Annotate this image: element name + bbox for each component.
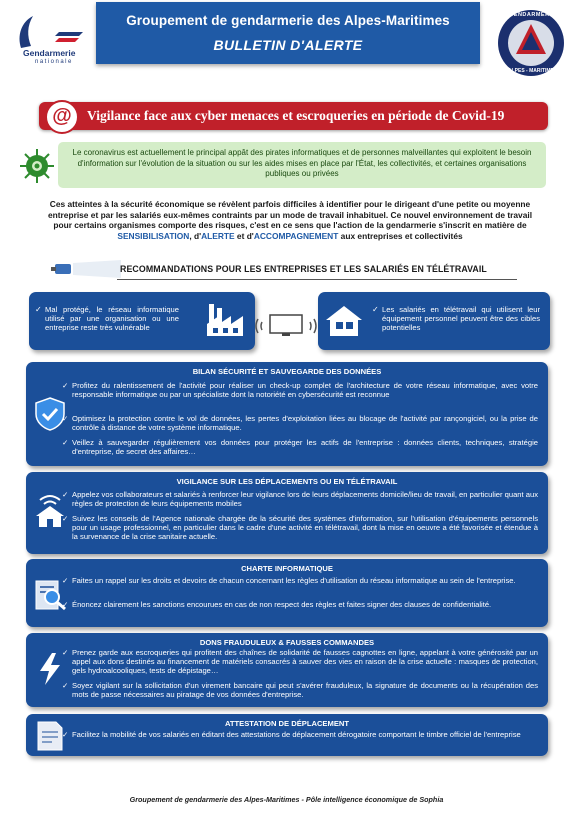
badge-top-text: GENDARMERIE [509, 12, 556, 18]
item-text: Profitez du ralentissement de l'activité pour réaliser un check-up complet de l'architecture de votre réseau informatique, avec votre responsable informatique ou par un spécialiste dont la notoriété en cybersécurité est reconnue [72, 381, 538, 400]
logo-sub-text: nationale [35, 59, 73, 65]
network-vulnerability-text: Mal protégé, le réseau informatique utilisé par une organisation ou une entreprise reste très vulnérable [45, 305, 179, 333]
computer-wifi-icon [254, 313, 320, 339]
intro-highlight-accompagnement: ACCOMPAGNEMENT [253, 230, 339, 241]
check-icon: ✓ [35, 305, 42, 314]
list-item [62, 381, 538, 400]
item-text: Soyez vigilant sur la sollicitation d'un virement bancaire qui peut s'avérer frauduleux, la signature de documents ou la récupération des mots de passe nécessaires au piratage de vos données d'entreprise. [72, 681, 538, 700]
check-icon: ✓ [62, 730, 69, 739]
intro-text-1: Ces atteintes à la sécurité économique se révèlent parfois difficiles à identifier pour le dirigeant d'une petite ou moyenne entreprise et par les salariés eux-mêmes contraints par un mode de travail inhabituel. Ce nouvel environnement de travail pour certains organismes comporte des risques, c'est en ce sens que l'action de la gendarmerie s'inscrit en matière de [47, 199, 533, 230]
check-icon: ✓ [62, 490, 69, 499]
check-icon: ✓ [62, 438, 69, 447]
check-icon: ✓ [62, 514, 69, 523]
house-icon [324, 304, 364, 338]
item-text: Optimisez la protection contre le vol de données, les pertes d'exploitation liées au blocage de l'activité par rançongiciel, ou la prise de contrôle à distance de votre système informatique. [72, 414, 538, 433]
list-item [62, 490, 538, 509]
item-text: Énoncez clairement les sanctions encourues en cas de non respect des règles et faites signer des clauses de confidentialité. [72, 600, 492, 609]
org-title: Groupement de gendarmerie des Alpes-Maritimes [126, 13, 450, 28]
section-title: ATTESTATION DE DÉPLACEMENT [224, 719, 350, 728]
item-text: Veillez à sauvegarder régulièrement vos données pour protéger les actifs de l'entreprise : données clients, techniques, stratégie d'entreprise, de secret des affaires… [72, 438, 538, 457]
section-charte-informatique [26, 559, 548, 627]
network-vulnerability-box [29, 292, 255, 350]
remote-workers-box [318, 292, 550, 350]
item-text: Facilitez la mobilité de vos salariés en éditant des attestations de déplacement dérogatoire comportant le timbre officiel de l'entreprise [72, 730, 521, 739]
section-title: DONS FRAUDULEUX & FAUSSES COMMANDES [199, 638, 375, 647]
virus-icon [18, 147, 56, 185]
at-sign-icon: @ [45, 100, 79, 134]
list-item [62, 576, 538, 585]
section-attestation-deplacement [26, 714, 548, 756]
intro-highlight-sensibilisation: SENSIBILISATION [117, 230, 190, 241]
section-dons-frauduleux [26, 633, 548, 707]
header-banner [96, 2, 480, 64]
item-text: Faites un rappel sur les droits et devoirs de chacun concernant les règles d'utilisation du réseau informatique au sein de l'entreprise. [72, 576, 516, 585]
tricolor-flame-icon [9, 12, 95, 52]
section-title: VIGILANCE SUR LES DÉPLACEMENTS OU EN TÉLÉTRAVAIL [176, 477, 398, 486]
list-item [62, 438, 538, 457]
check-icon: ✓ [62, 648, 69, 657]
check-icon: ✓ [62, 600, 69, 609]
surveillance-camera-icon [51, 258, 121, 280]
intro-sep-2: et d' [234, 230, 254, 241]
alert-title-bar [39, 102, 548, 130]
list-item [62, 414, 538, 433]
item-text: Prenez garde aux escroqueries qui profitent des chaînes de solidarité de fausses cagnottes en ligne, appelant à votre générosité par un appel aux dons destinés au financement de matériels consacrés à sauver des vies en raison de la crise actuelle : masques de protection, gels hydroalcooliques, tests de dépistage… [72, 648, 538, 676]
alert-title: Vigilance face aux cyber menaces et escroqueries en période de Covid-19 [87, 108, 505, 123]
gendarmerie-logo [9, 12, 95, 72]
check-icon: ✓ [62, 681, 69, 690]
intro-sep-1: , d' [189, 230, 202, 241]
list-item [62, 600, 538, 609]
factory-icon [205, 300, 251, 340]
section-bilan-securite [26, 362, 548, 466]
remote-workers-text: Les salariés en télétravail qui utilisent leur équipement personnel peuvent être des cibles potentielles [382, 305, 540, 333]
check-icon: ✓ [372, 305, 379, 314]
list-item [62, 681, 538, 700]
check-icon: ✓ [62, 576, 69, 585]
badge-bottom-text: ALPES - MARITIMES [508, 68, 558, 74]
covid-info-text: Le coronavirus est actuellement le principal appât des pirates informatiques et de personnes malveillantes qui exploitent le besoin d'information sur l'évolution de la situation ou sur les aides mises en place par l'État, les collectivités, et certaines organisations publiques ou privées [72, 148, 532, 178]
list-item [62, 514, 538, 542]
section-vigilance-deplacements [26, 472, 548, 554]
section-title: CHARTE INFORMATIQUE [241, 564, 333, 573]
check-icon: ✓ [62, 381, 69, 390]
footer-credit: Groupement de gendarmerie des Alpes-Maritimes - Pôle intelligence économique de Sophia [129, 795, 444, 804]
check-icon: ✓ [62, 414, 69, 423]
recommendations-title: RECOMMANDATIONS POUR LES ENTREPRISES ET LES SALARIÉS EN TÉLÉTRAVAIL [120, 264, 487, 274]
intro-text-2: aux entreprises et collectivités [338, 230, 463, 241]
recommendations-divider [117, 279, 517, 280]
gendarmerie-am-badge [496, 6, 566, 80]
intro-paragraph [40, 199, 540, 241]
list-item [62, 648, 538, 676]
intro-highlight-alerte: ALERTE [201, 230, 235, 241]
logo-brand-text: Gendarmerie [23, 48, 76, 58]
item-text: Suivez les conseils de l'Agence nationale chargée de la sécurité des systèmes d'information, sur l'utilisation d'équipements personnels pour un usage professionnel, en particulier dans le cadre d'une activité en télétravail, dont la mise en oeuvre a été favorisée et étendue à la survenance de la crise sanitaire actuelle. [72, 514, 538, 542]
covid-info-box [58, 142, 546, 188]
item-text: Appelez vos collaborateurs et salariés à renforcer leur vigilance lors de leurs déplacements domicile/lieu de travail, en particulier quant aux règles de protection de leurs équipements mobiles [72, 490, 538, 509]
list-item [62, 730, 538, 739]
bulletin-title: BULLETIN D'ALERTE [213, 37, 363, 53]
section-title: BILAN SÉCURITÉ ET SAUVEGARDE DES DONNÉES [192, 367, 382, 376]
